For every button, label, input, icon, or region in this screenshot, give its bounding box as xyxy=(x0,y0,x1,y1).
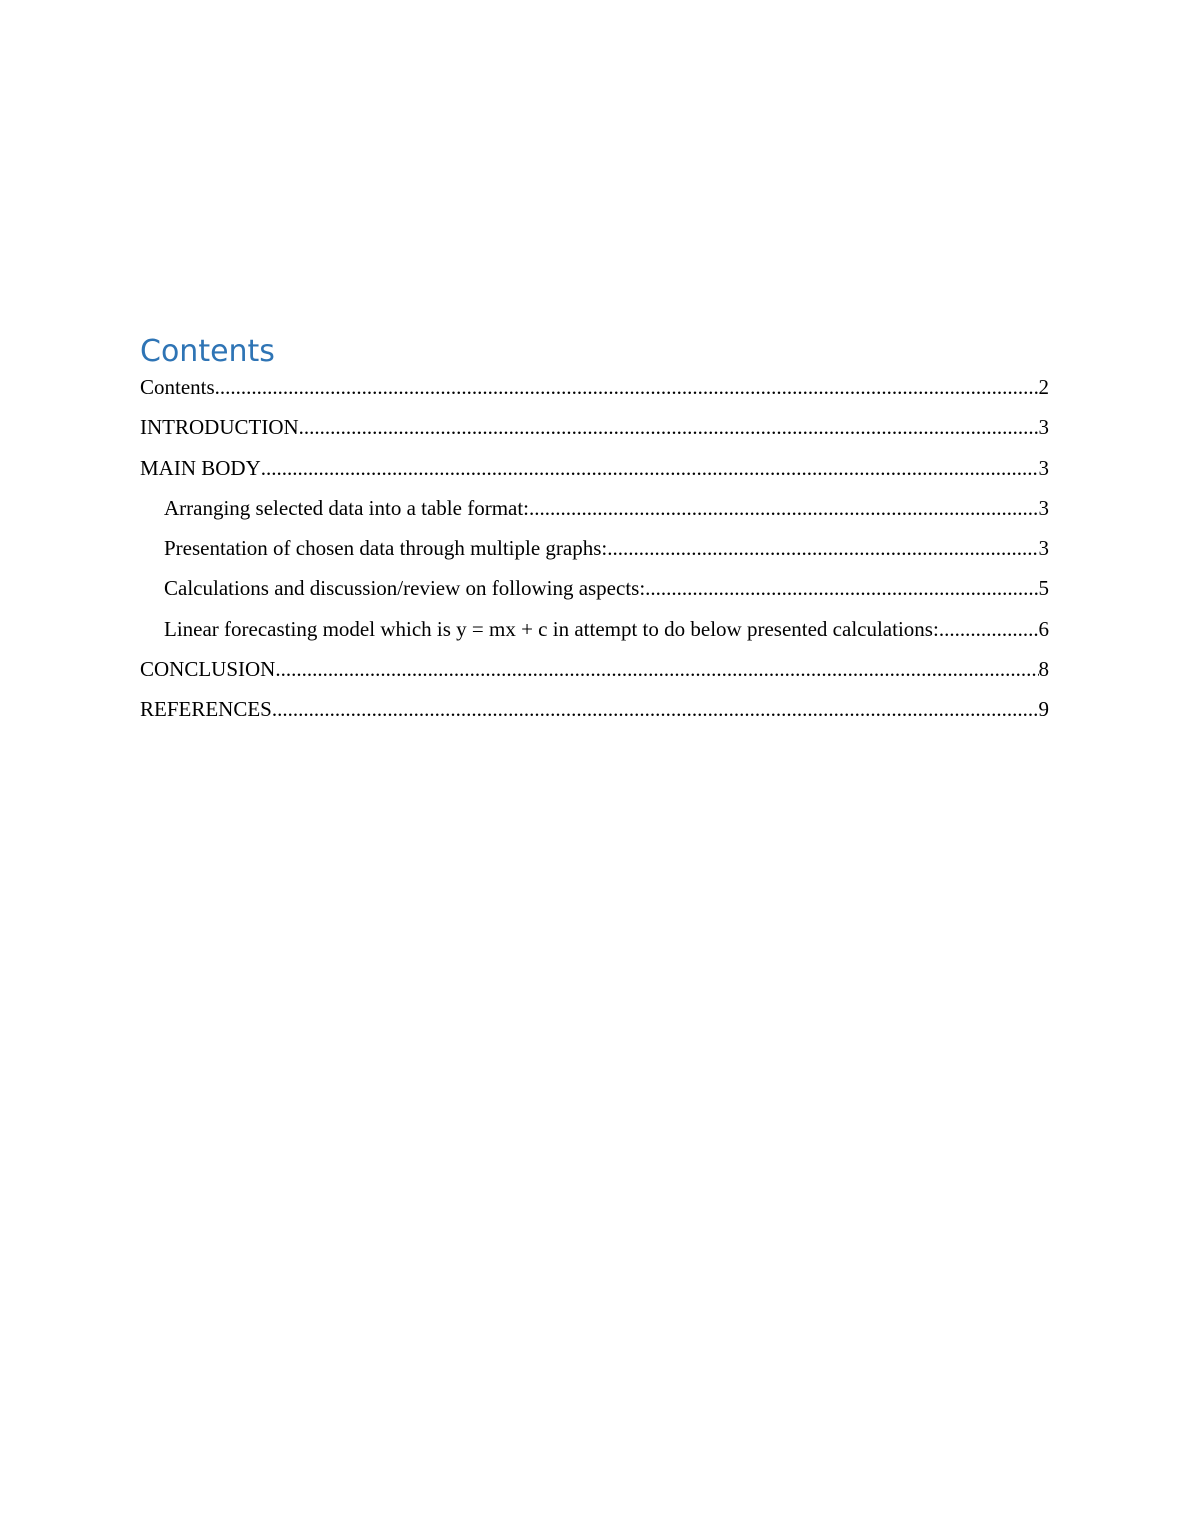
toc-entry-page: 3 xyxy=(1038,495,1049,520)
toc-dot-leader xyxy=(272,689,1039,729)
table-of-contents xyxy=(140,367,1049,730)
toc-entry-multiple-graphs[interactable] xyxy=(140,528,1049,568)
toc-entry-page: 3 xyxy=(1038,455,1049,480)
toc-entry-title: CONCLUSION xyxy=(140,657,276,682)
toc-entry-title: MAIN BODY xyxy=(140,455,261,480)
toc-entry-conclusion[interactable] xyxy=(140,649,1049,689)
toc-dot-leader xyxy=(299,407,1039,447)
toc-entry-title: REFERENCES xyxy=(140,697,272,722)
toc-entry-introduction[interactable] xyxy=(140,407,1049,447)
toc-entry-page: 2 xyxy=(1038,375,1049,399)
toc-entry-main-body[interactable] xyxy=(140,448,1049,488)
toc-entry-title: Calculations and discussion/review on following aspects: xyxy=(164,576,646,601)
toc-dot-leader xyxy=(529,488,1038,528)
toc-dot-leader xyxy=(607,528,1038,568)
toc-dot-leader xyxy=(215,367,1039,407)
toc-entry-linear-forecasting[interactable] xyxy=(140,609,1049,649)
toc-entry-page: 3 xyxy=(1038,415,1049,440)
toc-entry-page: 9 xyxy=(1038,697,1049,722)
toc-entry-title: Arranging selected data into a table format: xyxy=(164,495,530,520)
toc-entry-page: 8 xyxy=(1038,657,1049,682)
toc-entry-page: 3 xyxy=(1038,536,1049,561)
toc-entry-contents[interactable] xyxy=(140,367,1049,407)
toc-dot-leader xyxy=(275,649,1038,689)
toc-dot-leader xyxy=(939,609,1039,649)
toc-entry-title: Presentation of chosen data through multiple graphs: xyxy=(164,536,608,561)
toc-entry-title: Linear forecasting model which is y = mx + c in attempt to do below presented calculations: xyxy=(164,616,939,641)
toc-entry-page: 6 xyxy=(1038,616,1049,641)
toc-entry-page: 5 xyxy=(1038,576,1049,601)
toc-entry-calculations[interactable] xyxy=(140,568,1049,608)
toc-entry-title: Contents xyxy=(140,375,215,399)
toc-dot-leader xyxy=(645,568,1038,608)
toc-entry-title: INTRODUCTION xyxy=(140,415,299,440)
toc-heading: Contents xyxy=(140,334,275,369)
toc-entry-references[interactable] xyxy=(140,689,1049,729)
toc-dot-leader xyxy=(261,448,1039,488)
toc-entry-table-format[interactable] xyxy=(140,488,1049,528)
